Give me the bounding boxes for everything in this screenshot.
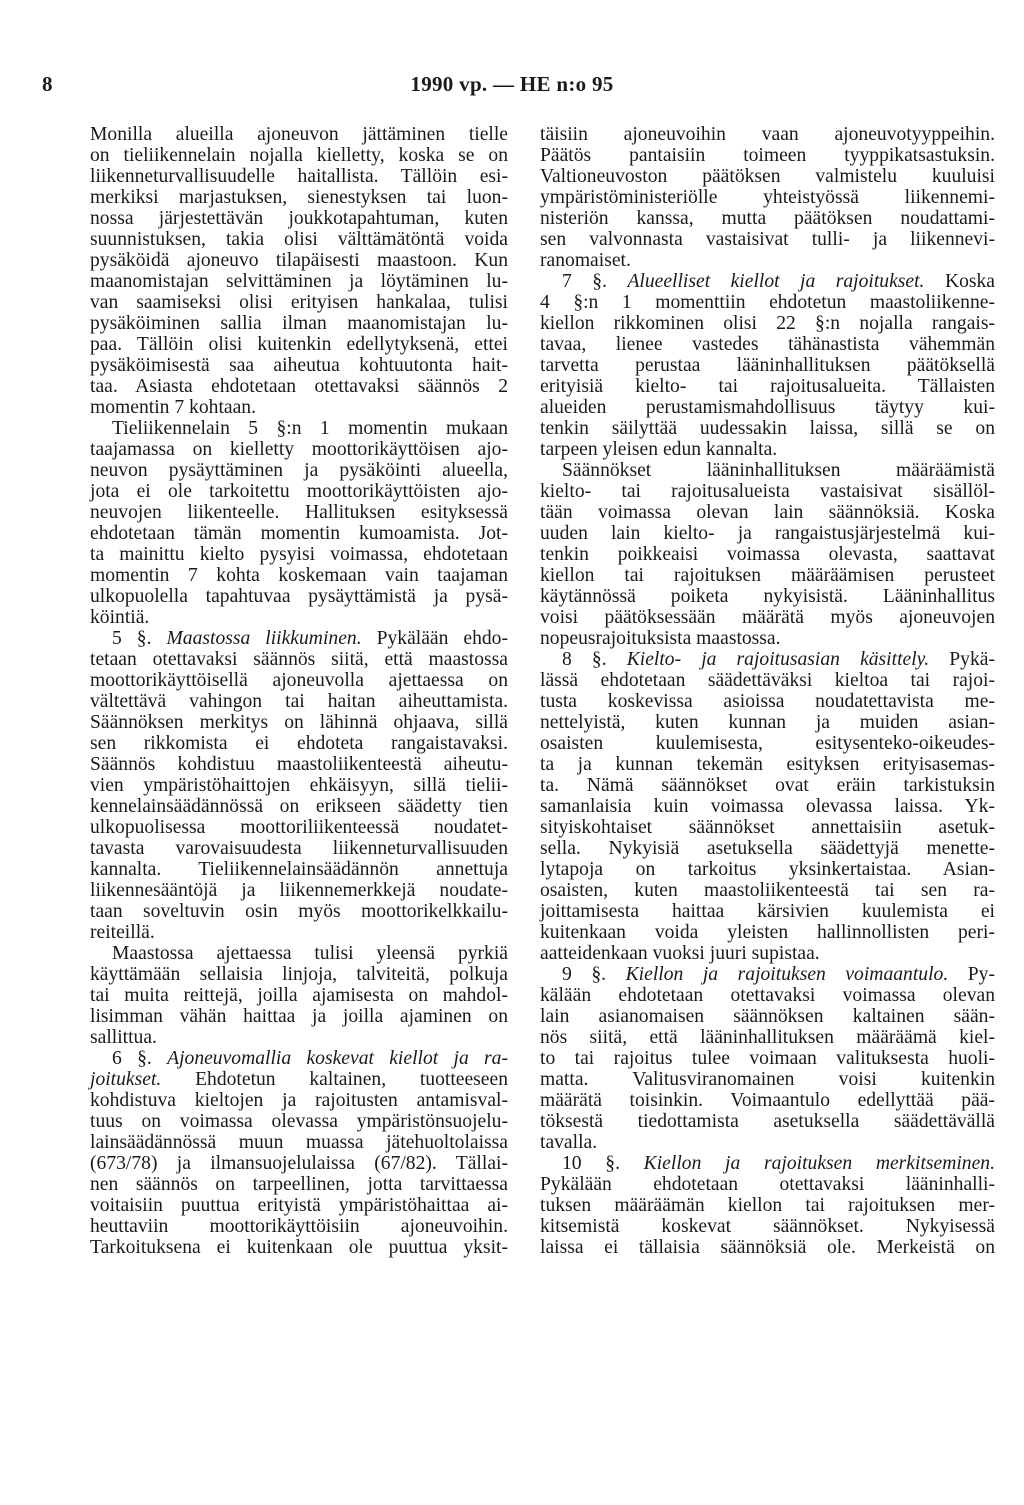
text-segment: Säännöksen merkitys on lähinnä ohjaava, sillä: [90, 712, 508, 733]
text-segment: lytapoja on tarkoitus yksinkertaistaa. Asian-: [540, 859, 995, 880]
page-number: 8: [42, 72, 53, 96]
text-segment: uuden lain kielto- ja rangaistusjärjestelmä kui-: [540, 523, 995, 544]
text-line: [90, 292, 508, 313]
text-segment: tavasta varovaisuudesta liikenneturvallisuuden: [90, 838, 508, 859]
text-segment: taa. Asiasta ehdotetaan otettavaksi säännös 2: [90, 376, 508, 397]
text-segment: ehdotetaan tämän momentin kumoamista. Jot-: [90, 523, 508, 544]
text-line: [540, 649, 995, 670]
text-line: [90, 712, 508, 733]
text-segment: 10 §.: [562, 1153, 644, 1174]
text-segment: vien ympäristöhaittojen ehkäisyyn, sillä tielii-: [90, 775, 508, 796]
text-segment: tuus on voimassa olevassa ympäristönsuojelu-: [90, 1111, 508, 1132]
text-line: [90, 334, 508, 355]
text-line: [90, 901, 508, 922]
italic-heading-segment: Maastossa liikkuminen.: [166, 628, 362, 649]
text-segment: sen rikkomista ei ehdoteta rangaistavaksi.: [90, 733, 508, 754]
italic-heading-segment: Ajoneuvomallia koskevat kiellot ja ra-: [167, 1048, 508, 1069]
text-segment: 6 §.: [112, 1048, 168, 1069]
text-segment: nisteriön kanssa, mutta päätöksen noudattami-: [540, 208, 995, 229]
text-segment: 4 §:n 1 momenttiin ehdotetun maastoliikenne-: [540, 292, 995, 313]
text-segment: sella. Nykyisiä asetuksella säädettyjä menette-: [540, 838, 995, 859]
text-segment: (673/78) ja ilmansuojelulaissa (67/82). Tällai-: [90, 1153, 508, 1174]
text-segment: samanlaisia kuin voimassa olevassa laissa. Yk-: [540, 796, 995, 817]
text-line: [540, 166, 995, 187]
text-segment: lisimman vähän haittaa ja joilla ajaminen on: [90, 1006, 508, 1027]
text-line: [540, 418, 995, 439]
text-line: [90, 1237, 508, 1258]
text-line: [90, 838, 508, 859]
text-segment: sen valvonnasta vastaisivat tulli- ja liikennevi-: [540, 229, 995, 250]
text-segment: tai muita reittejä, joilla ajamisesta on mahdol-: [90, 985, 508, 1006]
text-line: [540, 292, 995, 313]
text-line: [90, 187, 508, 208]
text-segment: käyttämään sellaisia linjoja, talviteitä, polkuja: [90, 964, 508, 985]
text-segment: nopeusrajoituksista maastossa.: [540, 628, 781, 649]
text-line: [90, 1153, 508, 1174]
text-segment: Py-: [948, 964, 995, 985]
text-segment: sallittua.: [90, 1027, 157, 1048]
text-segment: tavalla.: [540, 1132, 598, 1153]
text-line: [540, 628, 995, 649]
text-line: [90, 376, 508, 397]
text-line: [540, 481, 995, 502]
text-segment: kohdistuva kieltojen ja rajoitusten antamisval-: [90, 1090, 508, 1111]
text-line: [540, 334, 995, 355]
text-segment: Säännökset lääninhallituksen määräämistä: [562, 460, 995, 481]
text-line: [540, 922, 995, 943]
italic-heading-segment: Kiellon ja rajoituksen voimaantulo.: [625, 964, 949, 985]
text-line: [540, 775, 995, 796]
text-line: [90, 565, 508, 586]
text-segment: lain asianomaisen säännöksen kaltainen sään-: [540, 1006, 995, 1027]
text-segment: 7 §.: [562, 271, 628, 292]
text-segment: ta ja kunnan tekemän esityksen erityisasemas-: [540, 754, 995, 775]
text-line: [90, 145, 508, 166]
text-line: [90, 1132, 508, 1153]
text-line: [540, 985, 995, 1006]
text-segment: ympäristöministeriölle yhteistyössä liikennemi-: [540, 187, 995, 208]
text-segment: tuksen määräämän kiellon tai rajoituksen mer-: [540, 1195, 995, 1216]
text-segment: suunnistuksen, takia olisi välttämätöntä voida: [90, 229, 508, 250]
text-segment: sityiskohtaiset säännökset annettaisiin asetuk-: [540, 817, 995, 838]
text-line: [540, 1111, 995, 1132]
text-line: [90, 607, 508, 628]
text-segment: nossa järjestettävän joukkotapahtuman, kuten: [90, 208, 508, 229]
text-segment: tenkin poikkeaisi voimassa olevasta, saattavat: [540, 544, 995, 565]
text-line: [540, 1132, 995, 1153]
text-segment: ta mainittu kielto pysyisi voimassa, ehdotetaan: [90, 544, 508, 565]
text-line: [90, 418, 508, 439]
text-line: [540, 355, 995, 376]
text-line: [540, 817, 995, 838]
text-line: [540, 1195, 995, 1216]
text-segment: liikennesääntöjä ja liikennemerkkejä noudate-: [90, 880, 508, 901]
right-column: [540, 124, 995, 1258]
text-line: [540, 859, 995, 880]
text-segment: tenkin säilyttää uudessakin laissa, sillä se on: [540, 418, 995, 439]
text-segment: merkiksi marjastuksen, sienestyksen tai luon-: [90, 187, 508, 208]
text-segment: 9 §.: [562, 964, 626, 985]
text-segment: van saamiseksi olisi erityisen hankalaa, tulisi: [90, 292, 508, 313]
text-line: [540, 1090, 995, 1111]
text-segment: osaisten kuulemisesta, esitysenteko-oikeudes-: [540, 733, 995, 754]
text-segment: tarvetta perustaa lääninhallituksen päätöksellä: [540, 355, 995, 376]
text-segment: vältettävä vahingon tai haitan aiheuttamista.: [90, 691, 508, 712]
text-line: [90, 481, 508, 502]
text-line: [540, 208, 995, 229]
text-segment: tarpeen yleisen edun kannalta.: [540, 439, 778, 460]
text-segment: voitaisiin puuttua erityistä ympäristöhaittaa ai-: [90, 1195, 508, 1216]
text-segment: käytännössä poiketa nykyisistä. Lääninhallitus: [540, 586, 995, 607]
text-segment: momentin 7 kohtaan.: [90, 397, 256, 418]
text-segment: Ehdotetun kaltainen, tuotteeseen: [161, 1069, 508, 1090]
text-segment: Pykälään ehdotetaan otettavaksi lääninhalli-: [540, 1174, 995, 1195]
text-line: [540, 1174, 995, 1195]
text-segment: aatteidenkaan vuoksi juuri supistaa.: [540, 943, 820, 964]
text-line: [540, 229, 995, 250]
text-segment: Tieliikennelain 5 §:n 1 momentin mukaan: [112, 418, 508, 439]
text-segment: liikenneturvallisuudelle haitallista. Tällöin esi-: [90, 166, 508, 187]
text-line: [90, 523, 508, 544]
text-line: [90, 817, 508, 838]
text-line: [90, 943, 508, 964]
text-segment: nettelyistä, kuten kunnan ja muiden asian-: [540, 712, 995, 733]
text-line: [540, 838, 995, 859]
text-segment: reiteillä.: [90, 922, 155, 943]
text-line: [540, 1069, 995, 1090]
text-line: [90, 229, 508, 250]
text-line: [540, 124, 995, 145]
text-line: [90, 628, 508, 649]
text-line: [540, 271, 995, 292]
text-segment: lainsäädännössä muun muassa jätehuoltolaissa: [90, 1132, 508, 1153]
text-segment: pysäköidä ajoneuvo tilapäisesti maastoon. Kun: [90, 250, 508, 271]
text-line: [90, 166, 508, 187]
italic-heading-segment: Alueelliset kiellot ja rajoitukset.: [627, 271, 925, 292]
text-line: [90, 502, 508, 523]
text-line: [90, 985, 508, 1006]
text-segment: täisiin ajoneuvoihin vaan ajoneuvotyyppeihin.: [540, 124, 995, 145]
text-segment: on tieliikennelain nojalla kielletty, koska se on: [90, 145, 508, 166]
text-segment: kielto- tai rajoitusalueista vastaisivat sisällöl-: [540, 481, 995, 502]
text-line: [540, 187, 995, 208]
text-line: [540, 1153, 995, 1174]
text-segment: Pykälään ehdo-: [361, 628, 508, 649]
text-line: [540, 1216, 995, 1237]
text-segment: määrätä toisinkin. Voimaantulo edellyttää pää-: [540, 1090, 995, 1111]
text-line: [90, 691, 508, 712]
text-line: [540, 607, 995, 628]
text-line: [540, 544, 995, 565]
text-line: [540, 733, 995, 754]
text-segment: kiellon rikkominen olisi 22 §:n nojalla rangais-: [540, 313, 995, 334]
text-line: [540, 691, 995, 712]
text-line: [90, 880, 508, 901]
text-line: [90, 1027, 508, 1048]
text-line: [90, 1111, 508, 1132]
text-line: [90, 775, 508, 796]
text-segment: kannalta. Tieliikennelainsäädännön annettuja: [90, 859, 508, 880]
text-line: [540, 1048, 995, 1069]
text-segment: töksestä tiedottamista asetuksella säädettävällä: [540, 1111, 995, 1132]
text-line: [90, 922, 508, 943]
text-line: [540, 145, 995, 166]
text-segment: moottorikäyttöisellä ajoneuvolla ajettaessa on: [90, 670, 508, 691]
text-segment: Koska: [924, 271, 996, 292]
running-head: 1990 vp. — HE n:o 95: [410, 72, 614, 96]
text-line: [90, 586, 508, 607]
text-segment: ta. Nämä säännökset ovat eräin tarkistuksin: [540, 775, 995, 796]
text-segment: Tarkoituksena ei kuitenkaan ole puuttua yksit-: [90, 1237, 508, 1258]
text-line: [540, 586, 995, 607]
text-line: [90, 208, 508, 229]
text-line: [90, 1174, 508, 1195]
text-segment: matta. Valitusviranomainen voisi kuitenkin: [540, 1069, 995, 1090]
text-line: [540, 754, 995, 775]
text-line: [540, 796, 995, 817]
text-segment: laissa ei tällaisia säännöksiä ole. Merkeistä on: [540, 1237, 995, 1258]
text-segment: kennelainsäädännössä on erikseen säädetty tien: [90, 796, 508, 817]
text-line: [90, 649, 508, 670]
text-segment: jota ei ole tarkoitettu moottorikäyttöisten ajo-: [90, 481, 508, 502]
italic-heading-segment: joitukset.: [90, 1069, 162, 1090]
text-segment: joittamisesta haittaa kärsivien kuulemista ei: [540, 901, 995, 922]
text-segment: Maastossa ajettaessa tulisi yleensä pyrkiä: [112, 943, 508, 964]
text-line: [540, 964, 995, 985]
text-line: [90, 124, 508, 145]
text-segment: tetaan otettavaksi säännös siitä, että maastossa: [90, 649, 508, 670]
text-line: [90, 355, 508, 376]
text-segment: Monilla alueilla ajoneuvon jättäminen tielle: [90, 124, 508, 145]
text-segment: taajamassa on kielletty moottorikäyttöisen ajo-: [90, 439, 508, 460]
left-column: [90, 124, 508, 1258]
text-line: [90, 796, 508, 817]
text-segment: alueiden perustamismahdollisuus täytyy kui-: [540, 397, 995, 418]
text-segment: tään voimassa olevan lain säännöksiä. Koska: [540, 502, 995, 523]
text-line: [540, 565, 995, 586]
text-line: [90, 313, 508, 334]
text-line: [540, 523, 995, 544]
text-line: [540, 250, 995, 271]
text-line: [540, 670, 995, 691]
italic-heading-segment: Kielto- ja rajoitusasian käsittely.: [626, 649, 930, 670]
text-segment: paa. Tällöin olisi kuitenkin edellytyksenä, ettei: [90, 334, 508, 355]
text-line: [540, 1237, 995, 1258]
text-segment: ulkopuolisessa moottoriliikenteessä noudatet-: [90, 817, 508, 838]
text-segment: Pykä-: [929, 649, 995, 670]
text-segment: kitsemistä koskevat säännökset. Nykyisessä: [540, 1216, 995, 1237]
text-line: [540, 943, 995, 964]
text-segment: 8 §.: [562, 649, 627, 670]
text-line: [540, 901, 995, 922]
text-line: [90, 1216, 508, 1237]
text-line: [90, 397, 508, 418]
text-line: [540, 712, 995, 733]
text-segment: neuvon pysäyttäminen ja pysäköinti alueella,: [90, 460, 508, 481]
text-line: [90, 544, 508, 565]
text-line: [540, 1027, 995, 1048]
text-segment: voisi päätöksessään määrätä myös ajoneuvojen: [540, 607, 995, 628]
text-segment: maanomistajan selvittäminen ja löytäminen lu-: [90, 271, 508, 292]
text-line: [90, 460, 508, 481]
text-segment: Säännös kohdistuu maastoliikenteestä aiheutu-: [90, 754, 508, 775]
text-segment: lässä ehdotetaan säädettäväksi kieltoa tai rajoi-: [540, 670, 995, 691]
text-segment: Päätös pantaisiin toimeen tyyppikatsastuksin.: [540, 145, 995, 166]
text-line: [90, 964, 508, 985]
text-line: [90, 250, 508, 271]
text-line: [540, 313, 995, 334]
text-segment: ulkopuolella tapahtuvaa pysäyttämistä ja pysä-: [90, 586, 508, 607]
text-segment: pysäköimisestä saa aiheutua kohtuutonta hait-: [90, 355, 508, 376]
text-segment: nen säännös on tarpeellinen, jotta tarvittaessa: [90, 1174, 508, 1195]
text-segment: Valtioneuvoston päätöksen valmistelu kuuluisi: [540, 166, 995, 187]
text-line: [540, 376, 995, 397]
text-line: [90, 733, 508, 754]
text-line: [90, 1090, 508, 1111]
text-segment: to tai rajoitus tulee voimaan valituksesta huoli-: [540, 1048, 995, 1069]
text-segment: neuvojen liikenteelle. Hallituksen esityksessä: [90, 502, 508, 523]
text-line: [90, 271, 508, 292]
text-segment: kiellon tai rajoituksen määräämisen perusteet: [540, 565, 995, 586]
text-segment: erityisiä kielto- tai rajoitusalueita. Tällaisten: [540, 376, 995, 397]
text-segment: taan soveltuvin osin myös moottorikelkkailu-: [90, 901, 508, 922]
text-segment: ranomaiset.: [540, 250, 631, 271]
text-line: [90, 439, 508, 460]
text-line: [90, 1006, 508, 1027]
text-segment: pysäköiminen sallia ilman maanomistajan lu-: [90, 313, 508, 334]
text-line: [540, 397, 995, 418]
text-segment: nös siitä, että lääninhallituksen määräämä kiel-: [540, 1027, 995, 1048]
text-line: [90, 859, 508, 880]
text-segment: osaisten, kuten maastoliikenteestä tai sen ra-: [540, 880, 995, 901]
italic-heading-segment: Kiellon ja rajoituksen merkitseminen.: [643, 1153, 995, 1174]
text-segment: kuitenkaan voida yleisten hallinnollisten peri-: [540, 922, 995, 943]
text-line: [540, 502, 995, 523]
text-segment: heuttaviin moottorikäyttöisiin ajoneuvoihin.: [90, 1216, 508, 1237]
text-segment: tavaa, lienee vastedes tähänastista vähemmän: [540, 334, 995, 355]
text-line: [540, 439, 995, 460]
text-line: [90, 670, 508, 691]
text-line: [90, 1048, 508, 1069]
text-line: [540, 880, 995, 901]
text-line: [540, 1006, 995, 1027]
text-segment: momentin 7 kohta koskemaan vain taajaman: [90, 565, 508, 586]
text-line: [90, 1195, 508, 1216]
text-segment: 5 §.: [112, 628, 167, 649]
text-line: [90, 1069, 508, 1090]
text-line: [540, 460, 995, 481]
text-line: [90, 754, 508, 775]
text-segment: köintiä.: [90, 607, 150, 628]
text-segment: kälään ehdotetaan otettavaksi voimassa olevan: [540, 985, 995, 1006]
text-segment: tusta koskevissa asioissa noudatettavista me-: [540, 691, 995, 712]
